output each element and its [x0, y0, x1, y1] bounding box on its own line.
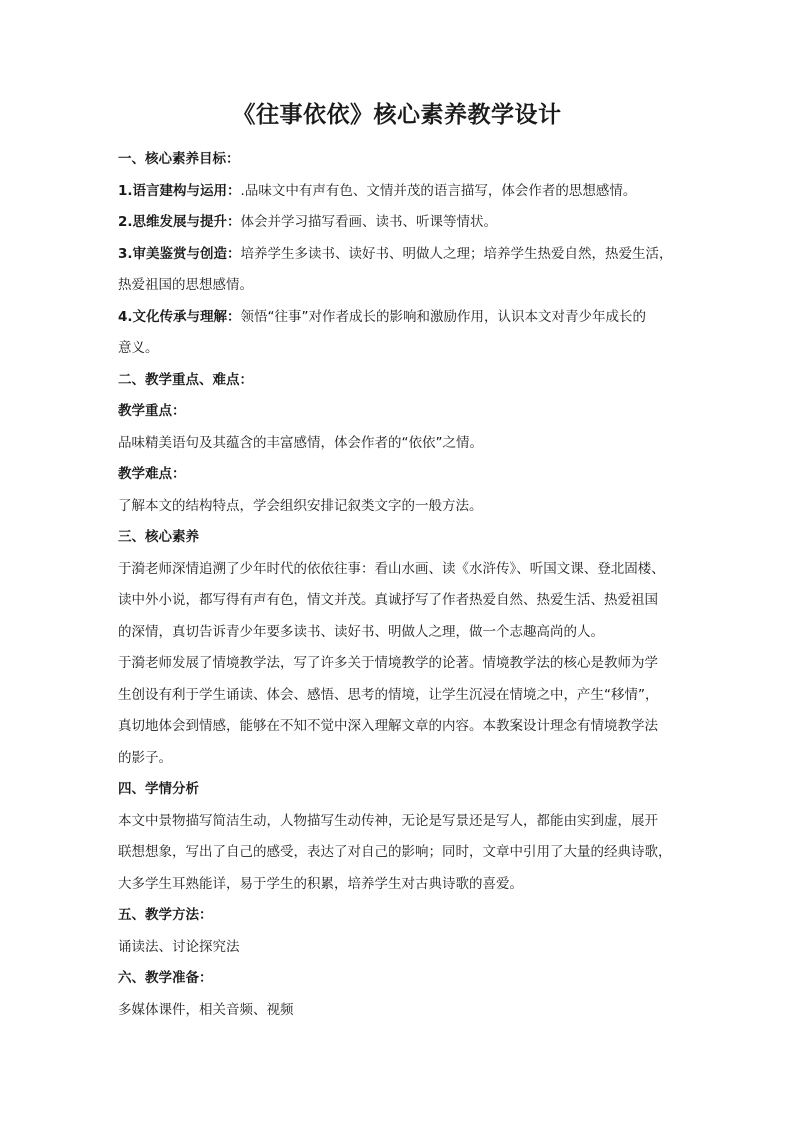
section-heading-methods: 五、教学方法： — [118, 907, 213, 923]
goal-item-text: 培养学生多读书、读好书、明做人之理；培养学生热爱自然，热爱生活， — [240, 245, 673, 262]
paragraph-line: 于漪老师发展了情境教学法，写了许多关于情境教学的论著。情境教学法的核心是教师为学 — [118, 655, 658, 671]
goal-item-text: 体会并学习描写看画、读书、听课等情状。 — [240, 214, 498, 230]
document-title: 《往事依依》核心素养教学设计 — [232, 102, 562, 128]
key-point-label: 教学重点： — [118, 403, 186, 419]
goal-item-3 — [118, 239, 676, 271]
paragraph-line: 本文中景物描写简洁生动，人物描写生动传神，无论是写景还是写人，都能由实到虚，展开 — [118, 812, 658, 829]
section-heading-preparation: 六、教学准备： — [118, 970, 213, 986]
section-heading-key-points: 二、教学重点、难点： — [118, 371, 253, 388]
goal-item-4-continued: 意义。 — [118, 340, 159, 356]
goal-item-1 — [118, 176, 676, 208]
difficulty-label: 教学难点： — [118, 466, 186, 482]
goal-item-4 — [118, 302, 676, 334]
goal-item-text: .品味文中有声有色、文情并茂的语言描写，体会作者的思想感情。 — [240, 182, 637, 199]
paragraph-line: 的深情，真切告诉青少年要多读书、读好书、明做人之理，做一个志趣高尚的人。 — [118, 623, 604, 640]
goal-item-2 — [118, 207, 676, 239]
preparation-text: 多媒体课件，相关音频、视频 — [118, 1001, 294, 1018]
paragraph-line: 大多学生耳熟能详，易于学生的积累，培养学生对古典诗歌的喜爱。 — [118, 875, 523, 892]
section-heading-goals: 一、核心素养目标： — [118, 151, 240, 167]
difficulty-text: 了解本文的结构特点，学会组织安排记叙类文字的一般方法。 — [118, 497, 483, 514]
goal-item-lead: 4.文化传承与理解： — [118, 308, 241, 325]
paragraph-line: 的影子。 — [118, 749, 172, 766]
goal-item-lead: 1.语言建构与运用： — [118, 182, 241, 199]
paragraph-line: 读中外小说，都写得有声有色，情文并茂。真诚抒写了作者热爱自然、热爱生活、热爱祖国 — [118, 592, 658, 608]
goal-item-lead: 2.思维发展与提升： — [118, 214, 241, 230]
section-heading-core-literacy: 三、核心素养 — [118, 529, 199, 545]
paragraph-line: 联想想象，写出了自己的感受，表达了对自己的影响；同时，文章中引用了大量的经典诗歌， — [118, 844, 672, 860]
paragraph-line: 真切地体会到情感，能够在不知不觉中深入理解文章的内容。本教案设计理念有情境教学法 — [118, 718, 658, 734]
methods-text: 诵读法、讨论探究法 — [118, 938, 240, 955]
paragraph-line: 生创设有利于学生诵读、体会、感悟、思考的情境，让学生沉浸在情境之中，产生“移情”， — [118, 686, 659, 703]
paragraph-line: 于漪老师深情追溯了少年时代的依依往事：看山水画、读《水浒传》、听国文课、登北固楼、 — [118, 560, 665, 577]
section-heading-learner-analysis: 四、学情分析 — [118, 781, 199, 797]
goal-item-lead: 3.审美鉴赏与创造： — [118, 245, 241, 262]
key-point-text: 品味精美语句及其蕴含的丰富感情，体会作者的“依依”之情。 — [118, 434, 483, 451]
goal-item-text: 领悟“往事”对作者成长的影响和激励作用，认识本文对青少年成长的 — [240, 308, 647, 325]
goal-item-3-continued: 热爱祖国的思想感情。 — [118, 277, 253, 293]
